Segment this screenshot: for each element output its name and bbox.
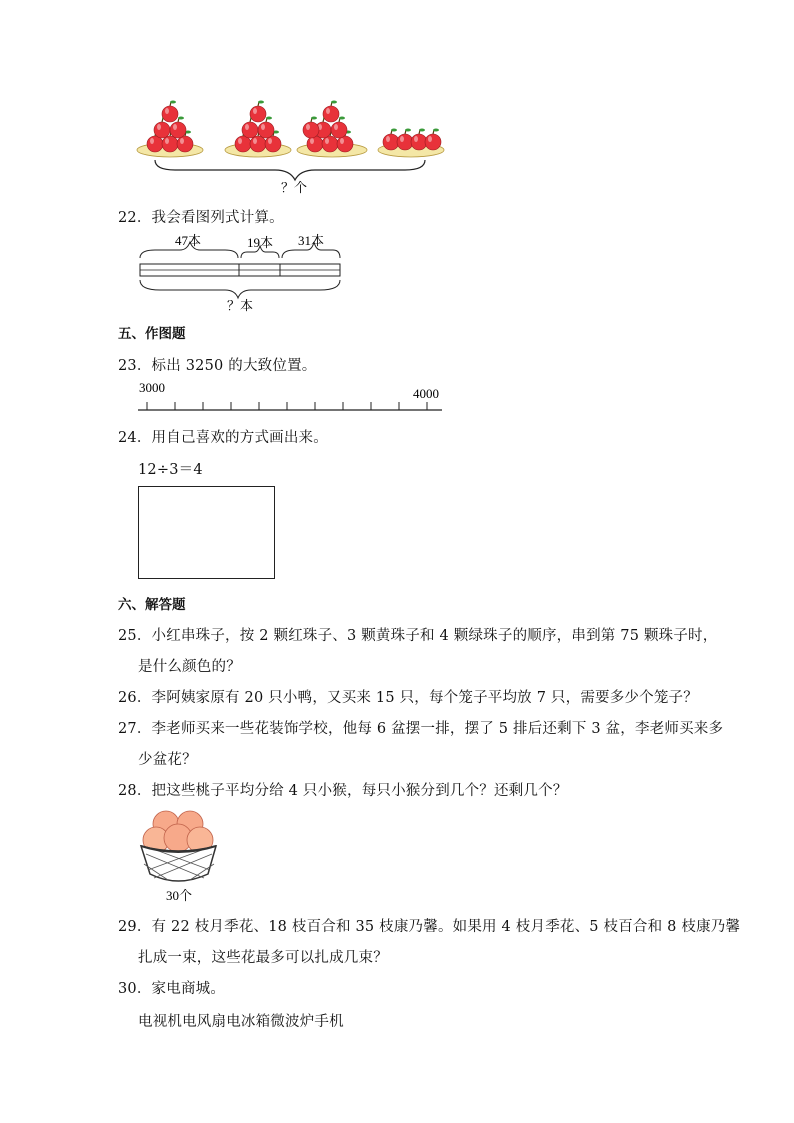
apple-icon: [411, 129, 427, 151]
apple-icon: [383, 129, 399, 151]
segment-total-label: ？本: [227, 298, 254, 313]
q23-text: 23．标出 3250 的大致位置。: [118, 358, 317, 374]
apple-plates-figure: [135, 92, 455, 197]
q27-line1: 27．李老师买来一些花装饰学校，他每 6 盆摆一排，摆了 5 排后还剩下 3 盆，李老师买来多: [118, 721, 724, 737]
segment-label-19: 19本: [247, 235, 274, 250]
q24-equation: 12÷3＝4: [138, 462, 203, 478]
apple-icon: [397, 129, 413, 151]
drawing-box[interactable]: [138, 486, 275, 579]
segment-label-31: 31本: [298, 233, 325, 248]
q24-text: 24．用自己喜欢的方式画出来。: [118, 430, 328, 446]
apples-total-label: ？个: [281, 180, 308, 195]
basket-label: 30个: [166, 888, 193, 903]
q29-line1: 29．有 22 枝月季花、18 枝百合和 35 枝康乃馨。如果用 4 枝月季花、5 枝百合和 8 枝康乃馨: [118, 919, 741, 935]
segment-diagram: [135, 228, 350, 316]
q30-items: 电视机电风扇电冰箱微波炉手机: [138, 1014, 344, 1030]
apple-icon: [323, 101, 339, 123]
q27-line2: 少盆花？: [138, 752, 197, 768]
number-line-end: 4000: [413, 386, 439, 401]
q29-line2: 扎成一束，这些花最多可以扎成几束？: [138, 950, 388, 966]
peach-basket-figure: [138, 804, 220, 904]
apple-icon: [250, 101, 266, 123]
segment-label-47: 47本: [175, 233, 202, 248]
q26-text: 26．李阿姨家原有 20 只小鸭，又买来 15 只，每个笼子平均放 7 只，需要多少个笼子？: [118, 690, 698, 706]
q30-text: 30．家电商城。: [118, 981, 226, 997]
number-line: [135, 378, 450, 416]
apple-icon: [303, 117, 319, 139]
section-6-heading: 六、解答题: [118, 597, 186, 613]
apple-icon: [425, 129, 441, 151]
q22-text: 22．我会看图列式计算。: [118, 210, 284, 226]
total-brace: [155, 160, 425, 180]
section-5-heading: 五、作图题: [118, 326, 186, 342]
apple-icon: [162, 101, 178, 123]
q28-text: 28．把这些桃子平均分给 4 只小猴，每只小猴分到几个？还剩几个？: [118, 783, 568, 799]
q25-line2: 是什么颜色的？: [138, 659, 241, 675]
number-line-start: 3000: [139, 380, 165, 395]
q25-line1: 25．小红串珠子，按 2 颗红珠子、3 颗黄珠子和 4 颗绿珠子的顺序，串到第 75 颗珠子时，: [118, 628, 718, 644]
